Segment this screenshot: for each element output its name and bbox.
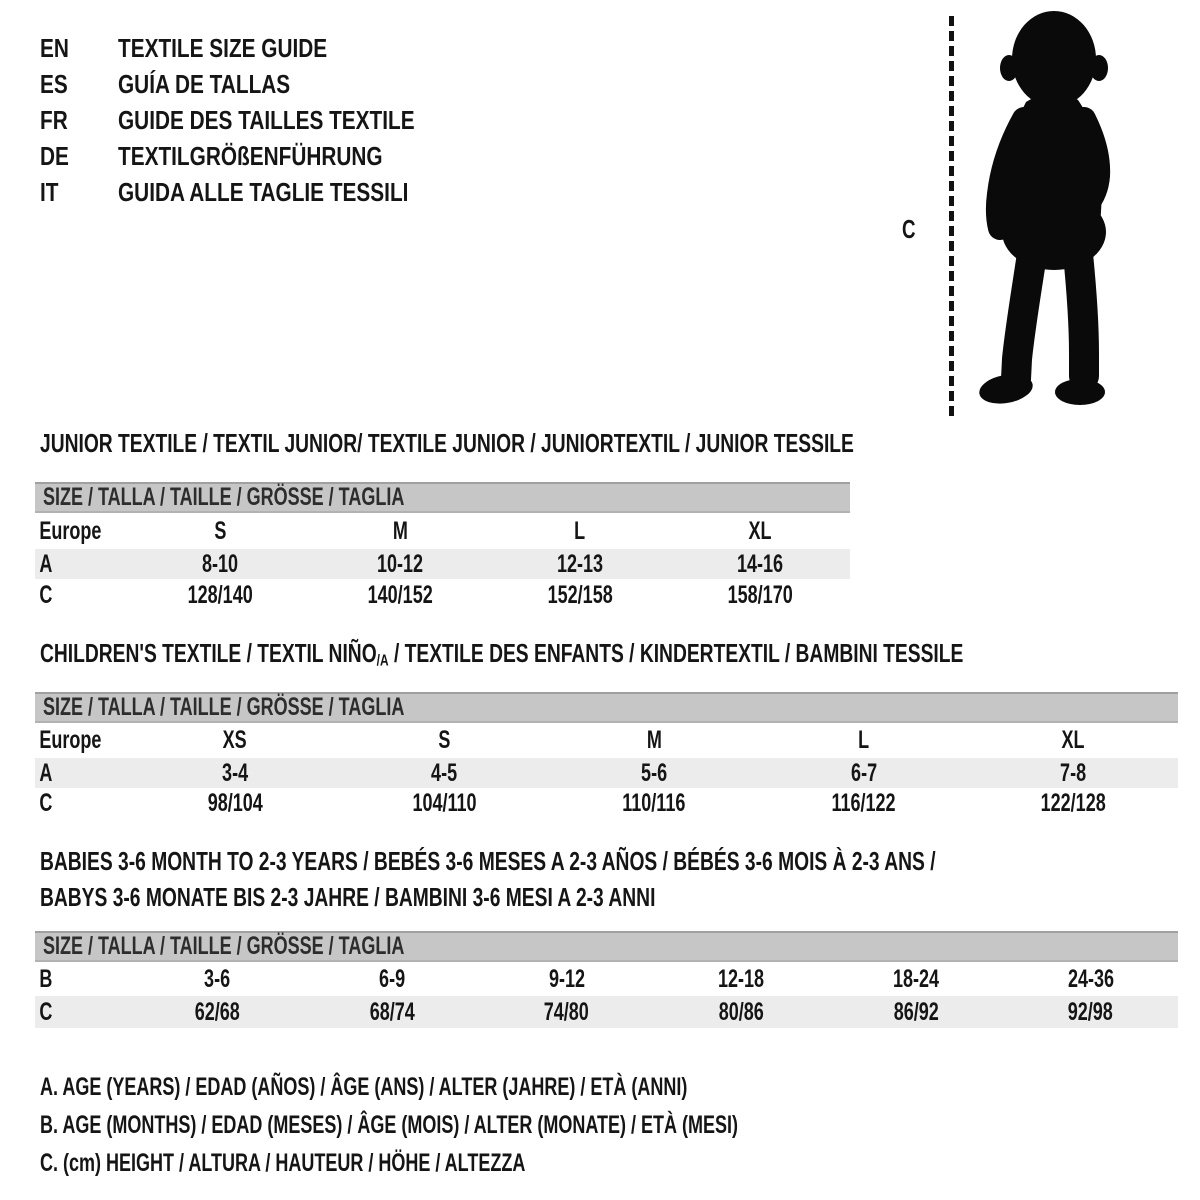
table-cell: L [574,516,586,545]
row-label: A [39,758,53,787]
lang-code: EN [40,32,69,63]
table-cell: 10-12 [376,549,424,578]
toddler-silhouette-icon [962,4,1147,416]
legend-line-c: C. (cm) HEIGHT / ALTURA / HAUTEUR / HÖHE / ALTEZZA [40,1148,526,1177]
junior-size-table [35,482,850,612]
language-title-list [40,30,489,210]
table-cell: 8-10 [201,549,239,578]
junior-height-row [35,579,850,612]
table-cell: L [858,726,870,754]
table-cell: 152/158 [547,581,613,609]
babies-size-table [35,931,1178,1028]
table-cell: 24-36 [1067,964,1114,993]
children-age-row [35,758,1178,788]
children-height-row [35,788,1178,819]
table-cell: XL [748,516,772,545]
table-cell: 3-4 [221,758,248,787]
size-header-bar [35,482,850,513]
table-cell: 4-5 [431,758,458,787]
table-cell: 110/116 [622,789,686,817]
table-cell: 18-24 [892,964,940,993]
lang-code: FR [40,104,68,135]
babies-months-row [35,962,1178,996]
table-cell: 14-16 [736,549,784,578]
babies-height-row [35,996,1178,1028]
lang-row-es [40,66,489,102]
table-cell: 74/80 [544,997,590,1026]
table-cell: S [213,516,227,545]
table-cell: 62/68 [194,997,240,1026]
table-cell: 12-13 [556,549,604,578]
legend [40,1068,1009,1182]
table-cell: 5-6 [640,758,668,787]
table-cell: 104/110 [412,789,477,817]
size-header-label: SIZE / TALLA / TAILLE / GRÖSSE / TAGLIA [43,483,405,511]
lang-code: IT [40,176,59,207]
junior-age-row [35,549,850,579]
lang-row-fr [40,102,489,138]
guide-title-en: TEXTILE SIZE GUIDE [118,32,328,63]
row-label: A [39,549,53,578]
guide-title-de: TEXTILGRÖßENFÜHRUNG [118,140,383,171]
row-label: Europe [39,726,102,754]
table-cell: 128/140 [187,581,253,609]
row-label: Europe [39,516,102,545]
row-label: C [39,789,53,817]
junior-columns-row [35,513,850,549]
size-header-bar [35,931,1178,962]
table-cell: S [438,726,451,754]
size-header-bar [35,692,1178,723]
table-cell: 92/98 [1068,997,1114,1026]
lang-row-it [40,174,489,210]
table-cell: 80/86 [718,997,764,1026]
table-cell: M [646,726,662,754]
row-label: C [39,997,53,1026]
table-cell: 68/74 [369,997,415,1026]
table-cell: 116/122 [831,789,896,817]
lang-code: ES [40,68,68,99]
row-label: B [39,964,53,993]
table-cell: XS [222,726,247,754]
nino-a-subscript: /A [376,651,389,670]
lang-code: DE [40,140,69,171]
table-cell: 158/170 [727,581,793,609]
height-measure-dashed-line [949,16,954,416]
height-marker-label: C [902,214,916,244]
children-section-title: CHILDREN'S TEXTILE / TEXTIL NIÑO/A / TEXTILE DES ENFANTS / KINDERTEXTIL / BAMBINI TESSILE [40,638,964,670]
babies-section-title-line2: BABYS 3-6 MONATE BIS 2-3 JAHRE / BAMBINI 3-6 MESI A 2-3 ANNI [40,882,656,912]
table-cell: 6-9 [378,964,406,993]
children-size-table [35,692,1178,819]
row-label: C [39,581,53,609]
table-cell: 140/152 [367,581,433,609]
table-cell: 3-6 [204,964,231,993]
guide-title-fr: GUIDE DES TAILLES TEXTILE [118,104,415,135]
size-header-label: SIZE / TALLA / TAILLE / GRÖSSE / TAGLIA [43,932,405,960]
children-columns-row [35,723,1178,758]
guide-title-es: GUÍA DE TALLAS [118,68,291,99]
legend-line-b: B. AGE (MONTHS) / EDAD (MESES) / ÂGE (MOIS) / ALTER (MONATE) / ETÀ (MESI) [40,1110,738,1139]
table-cell: 9-12 [548,964,585,993]
table-cell: XL [1061,726,1085,754]
lang-row-en [40,30,489,66]
table-cell: M [392,516,408,545]
table-cell: 98/104 [207,789,263,817]
table-cell: 12-18 [718,964,765,993]
table-cell: 86/92 [893,997,939,1026]
lang-row-de [40,138,489,174]
table-cell: 122/128 [1040,789,1106,817]
table-cell: 6-7 [850,758,877,787]
guide-title-it: GUIDA ALLE TAGLIE TESSILI [118,176,409,207]
table-cell: 7-8 [1060,758,1087,787]
size-header-label: SIZE / TALLA / TAILLE / GRÖSSE / TAGLIA [43,693,405,721]
junior-section-title: JUNIOR TEXTILE / TEXTIL JUNIOR/ TEXTILE JUNIOR / JUNIORTEXTIL / JUNIOR TESSILE [40,428,854,458]
babies-section-title-line1: BABIES 3-6 MONTH TO 2-3 YEARS / BEBÉS 3-6 MESES A 2-3 AÑOS / BÉBÉS 3-6 MOIS À 2-3 ANS / [40,846,936,876]
legend-line-a: A. AGE (YEARS) / EDAD (AÑOS) / ÂGE (ANS) / ALTER (JAHRE) / ETÀ (ANNI) [40,1072,688,1101]
